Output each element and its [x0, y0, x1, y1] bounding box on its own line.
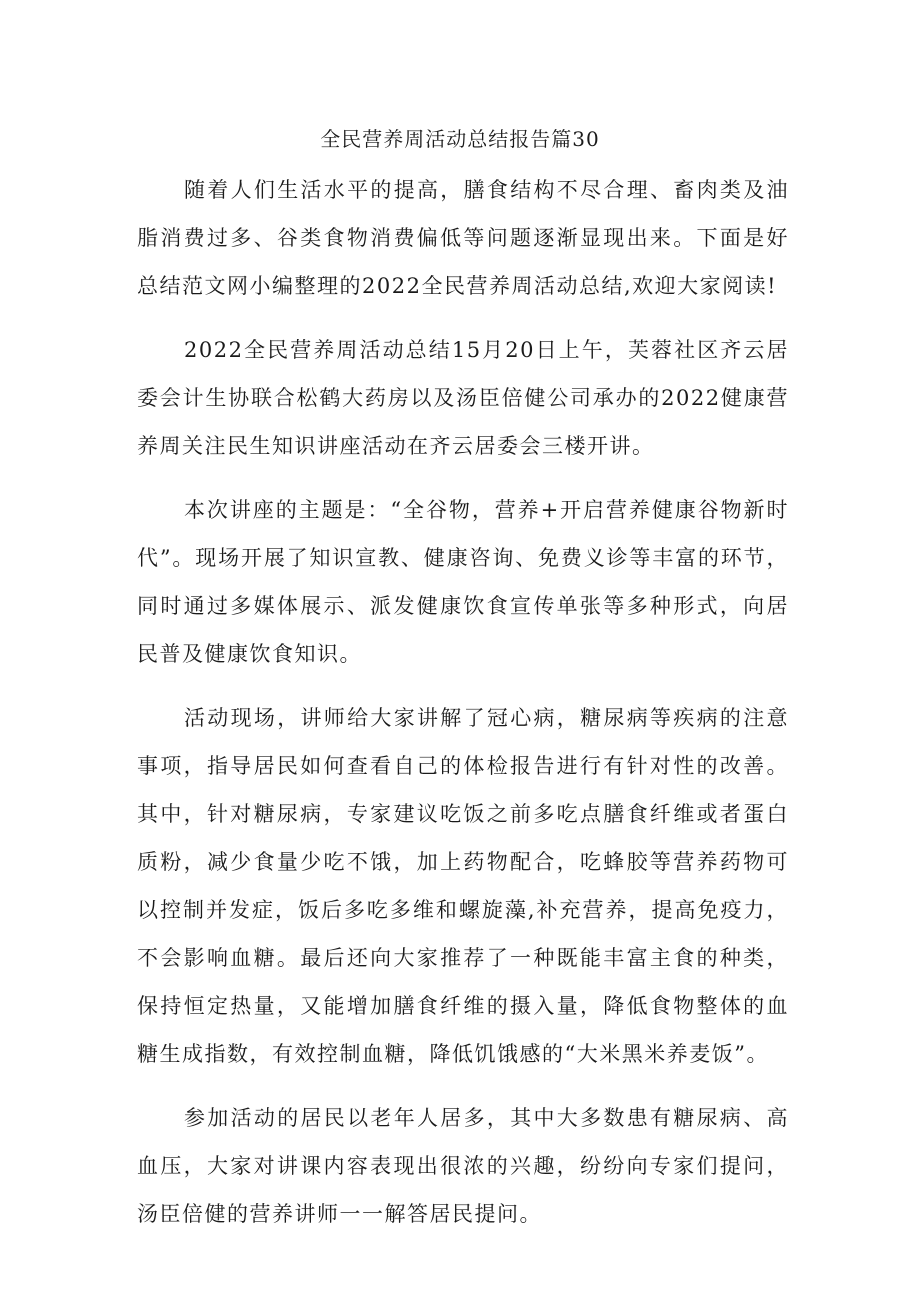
paragraph-event-summary: 2022全民营养周活动总结15月20日上午，芙蓉社区齐云居委会计生协联合松鹤大药房以及汤臣倍健公司承办的2022健康营养周关注民生知识讲座活动在齐云居委会三楼开讲。: [137, 338, 789, 458]
paragraph-intro: 随着人们生活水平的提高，膳食结构不尽合理、畜肉类及油脂消费过多、谷类食物消费偏低等问题逐渐显现出来。下面是好总结范文网小编整理的2022全民营养周活动总结,欢迎大家阅读!: [137, 178, 789, 298]
document-title: 全民营养周活动总结报告篇30: [320, 127, 600, 151]
paragraph-lecture-theme: 本次讲座的主题是：“全谷物，营养+开启营养健康谷物新时代”。现场开展了知识宣教、健康咨询、免费义诊等丰富的环节，同时通过多媒体展示、派发健康饮食宣传单张等多种形式，向居民普及健康饮食知识。: [137, 498, 789, 666]
paragraph-participants: 参加活动的居民以老年人居多，其中大多数患有糖尿病、高血压，大家对讲课内容表现出很浓的兴趣，纷纷向专家们提问，汤臣倍健的营养讲师一一解答居民提问。: [137, 1106, 789, 1226]
paragraph-lecture-content: 活动现场，讲师给大家讲解了冠心病，糖尿病等疾病的注意事项，指导居民如何查看自己的体检报告进行有针对性的改善。其中，针对糖尿病，专家建议吃饭之前多吃点膳食纤维或者蛋白质粉，减少食量少吃不饿，加上药物配合，吃蜂胶等营养药物可以控制并发症，饭后多吃多维和螺旋藻,补充营养，提高免疫力，不会影响血糖。最后还向大家推荐了一种既能丰富主食的种类，保持恒定热量，又能增加膳食纤维的摄入量，降低食物整体的血糖生成指数，有效控制血糖，降低饥饿感的“大米黑米养麦饭”。: [137, 706, 789, 1066]
document-body: [137, 166, 789, 1254]
